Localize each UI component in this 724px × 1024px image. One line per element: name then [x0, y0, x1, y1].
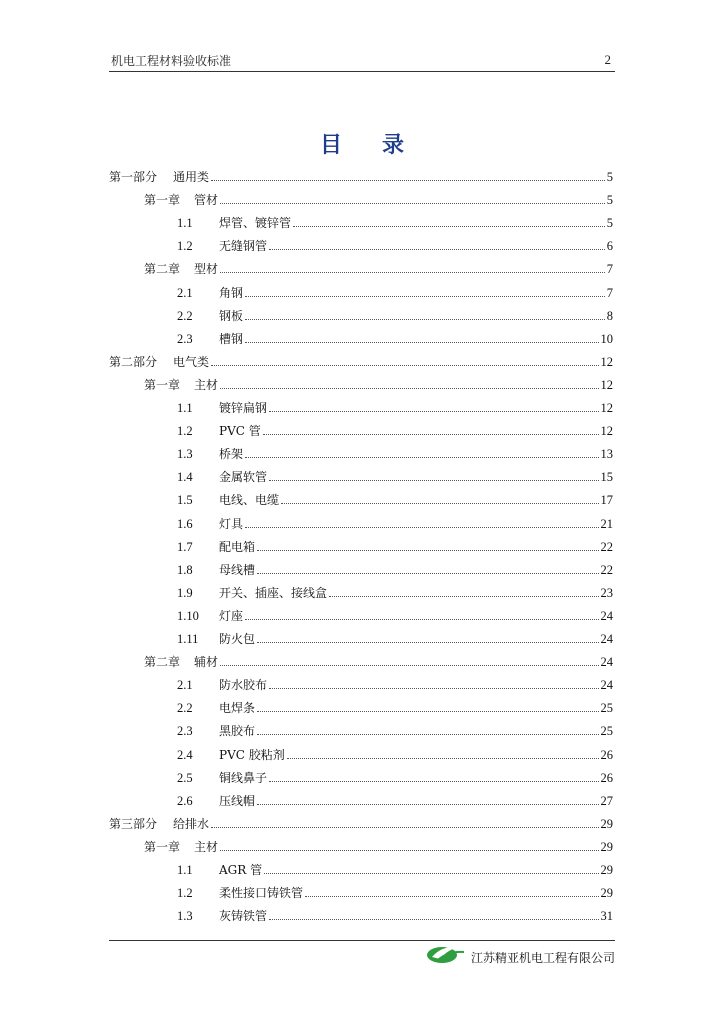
toc-entry-page: 5 — [606, 170, 613, 184]
toc-entry-number: 2.2 — [177, 308, 193, 323]
toc-entry[interactable] — [177, 861, 613, 877]
toc-entry[interactable] — [177, 884, 613, 900]
toc-entry-label: 管材 — [194, 193, 219, 208]
toc-entry-label: 灯具 — [219, 516, 244, 531]
toc-entry[interactable] — [177, 584, 613, 600]
toc-dot-leader — [211, 180, 605, 181]
toc-entry-page: 29 — [600, 816, 613, 831]
toc-entry-label: 电线、电缆 — [219, 493, 280, 508]
toc-entry[interactable] — [144, 838, 613, 854]
toc-entry-number: 1.3 — [177, 909, 193, 924]
toc-entry-number: 2.2 — [177, 701, 193, 716]
toc-dot-leader — [269, 781, 598, 782]
toc-entry[interactable] — [177, 491, 613, 507]
toc-entry-number: 1.1 — [177, 863, 193, 877]
toc-entry[interactable] — [177, 722, 613, 738]
toc-entry-page: 25 — [600, 701, 613, 716]
toc-dot-leader — [220, 203, 605, 204]
toc-entry-label: 型材 — [194, 262, 219, 277]
toc-entry[interactable] — [177, 561, 613, 577]
toc-entry-label: 桥架 — [219, 447, 244, 462]
toc-entry-page: 7 — [606, 285, 613, 300]
toc-entry-label: 黑胶布 — [219, 724, 256, 739]
toc-entry-number: 1.3 — [177, 447, 193, 462]
toc-entry-number: 2.6 — [177, 793, 193, 808]
toc-entry-number: 第一章 — [144, 839, 181, 854]
toc-entry-label: 主材 — [194, 377, 219, 392]
toc-entry-label: 灯座 — [219, 608, 244, 623]
toc-entry[interactable] — [177, 538, 613, 554]
toc-entry-page: 13 — [600, 447, 613, 462]
toc-dot-leader — [220, 388, 598, 389]
toc-entry-number: 1.5 — [177, 493, 193, 508]
toc-entry-number: 1.1 — [177, 401, 193, 415]
toc-entry-page: 24 — [600, 608, 613, 623]
footer-divider — [109, 940, 615, 941]
toc-entry-page: 29 — [600, 863, 613, 877]
toc-entry[interactable] — [177, 630, 613, 646]
toc-dot-leader — [293, 226, 605, 227]
toc-entry[interactable] — [109, 353, 613, 369]
toc-entry[interactable] — [144, 191, 613, 207]
toc-entry-label: 镀锌扁钢 — [219, 401, 268, 415]
toc-entry[interactable] — [177, 769, 613, 785]
toc-title-char-1: 目 — [319, 132, 342, 158]
toc-entry-label: 槽钢 — [219, 331, 244, 346]
toc-entry[interactable] — [144, 376, 613, 392]
toc-entry[interactable] — [109, 168, 613, 184]
toc-entry-label: PVC 胶粘剂 — [219, 747, 285, 762]
toc-entry-label: 给排水 — [173, 816, 210, 831]
toc-entry-page: 31 — [600, 909, 613, 924]
toc-entry-number: 2.4 — [177, 747, 193, 762]
toc-entry-label: AGR 管 — [219, 863, 263, 877]
toc-entry[interactable] — [177, 214, 613, 230]
toc-entry-label: 电气类 — [173, 354, 210, 369]
toc-entry-number: 2.3 — [177, 331, 193, 346]
toc-dot-leader — [211, 365, 598, 366]
toc-dot-leader — [269, 411, 598, 412]
toc-dot-leader — [281, 503, 598, 504]
toc-entry-label: 主材 — [194, 839, 219, 854]
toc-entry-number: 第二部分 — [109, 354, 158, 369]
toc-entry-page: 15 — [600, 470, 613, 485]
toc-entry[interactable] — [177, 399, 613, 415]
toc-dot-leader — [245, 527, 598, 528]
toc-entry-page: 21 — [600, 516, 613, 531]
toc-entry-label: 钢板 — [219, 308, 244, 323]
toc-dot-leader — [220, 272, 605, 273]
toc-entry-page: 5 — [606, 193, 613, 208]
toc-title-char-2: 录 — [382, 132, 405, 158]
toc-entry-number: 第二章 — [144, 655, 181, 670]
toc-entry-number: 1.9 — [177, 585, 193, 600]
toc-dot-leader — [220, 665, 598, 666]
toc-entry-label: 防水胶布 — [219, 678, 268, 693]
toc-dot-leader — [245, 457, 598, 458]
toc-entry-number: 第二章 — [144, 262, 181, 277]
toc-entry[interactable] — [177, 515, 613, 531]
toc-dot-leader — [257, 804, 598, 805]
toc-entry-page: 12 — [600, 377, 613, 392]
toc-entry-page: 26 — [600, 770, 613, 785]
toc-entry[interactable] — [177, 699, 613, 715]
page-footer — [420, 943, 615, 969]
toc-dot-leader — [269, 919, 598, 920]
toc-entry-page: 12 — [600, 424, 613, 439]
toc-dot-leader — [257, 642, 598, 643]
toc-entry-number: 2.1 — [177, 285, 193, 300]
document-title: 机电工程材料验收标准 — [111, 54, 232, 68]
company-logo-icon — [426, 943, 466, 965]
toc-entry-number: 1.10 — [177, 608, 199, 623]
toc-entry-label: 铜线鼻子 — [219, 770, 268, 785]
toc-entry-number: 1.2 — [177, 886, 193, 901]
toc-entry[interactable] — [109, 815, 613, 831]
toc-entry[interactable] — [177, 468, 613, 484]
toc-dot-leader — [263, 434, 599, 435]
toc-entry-page: 6 — [606, 239, 613, 254]
toc-entry-page: 22 — [600, 539, 613, 554]
toc-entry-label: 金属软管 — [219, 470, 268, 485]
toc-dot-leader — [245, 619, 598, 620]
toc-entry-number: 第三部分 — [109, 816, 158, 831]
toc-entry-page: 17 — [600, 493, 613, 508]
toc-entry-label: 防火包 — [219, 632, 256, 646]
toc-entry-page: 10 — [600, 331, 613, 346]
toc-entry-page: 12 — [600, 401, 613, 415]
toc-entry-label: PVC 管 — [219, 424, 261, 439]
toc-entry-label: 辅材 — [194, 655, 219, 670]
toc-entry[interactable] — [144, 653, 613, 669]
toc-entry-page: 24 — [600, 678, 613, 693]
toc-dot-leader — [269, 480, 598, 481]
toc-entry-page: 23 — [600, 585, 613, 600]
toc-entry[interactable] — [177, 792, 613, 808]
toc-entry-page: 8 — [606, 308, 613, 323]
toc-entry-page: 12 — [600, 354, 613, 369]
toc-entry-number: 2.3 — [177, 724, 193, 739]
toc-entry[interactable] — [177, 445, 613, 461]
toc-entry[interactable] — [177, 422, 613, 438]
toc-entry-label: 配电箱 — [219, 539, 256, 554]
toc-entry-label: 通用类 — [173, 170, 210, 184]
toc-entry-label: 压线帽 — [219, 793, 256, 808]
toc-dot-leader — [211, 827, 598, 828]
toc-entry[interactable] — [177, 607, 613, 623]
toc-dot-leader — [329, 596, 598, 597]
toc-entry-page: 24 — [600, 632, 613, 646]
toc-entry-number: 1.2 — [177, 424, 193, 439]
toc-entry-number: 1.1 — [177, 216, 193, 231]
company-name: 江苏精亚机电工程有限公司 — [470, 951, 615, 965]
toc-entry-page: 29 — [600, 839, 613, 854]
page-number: 2 — [604, 52, 611, 67]
toc-dot-leader — [257, 573, 598, 574]
toc-entry[interactable] — [177, 237, 613, 253]
toc-entry-number: 第一章 — [144, 193, 181, 208]
toc-entry-label: 开关、插座、接线盒 — [219, 585, 328, 600]
toc-entry-page: 5 — [606, 216, 613, 231]
toc-entry-page: 27 — [600, 793, 613, 808]
toc-dot-leader — [269, 688, 598, 689]
toc-dot-leader — [245, 296, 605, 297]
toc-entry[interactable] — [144, 260, 613, 276]
toc-entry-number: 1.2 — [177, 239, 193, 254]
toc-dot-leader — [257, 550, 598, 551]
toc-entry-number: 1.7 — [177, 539, 193, 554]
toc-entry-number: 第一章 — [144, 377, 181, 392]
toc-entry[interactable] — [177, 284, 613, 300]
toc-dot-leader — [245, 342, 598, 343]
toc-entry-number: 1.6 — [177, 516, 193, 531]
toc-entry[interactable] — [177, 307, 613, 323]
toc-dot-leader — [257, 711, 598, 712]
toc-entry-label: 灰铸铁管 — [219, 909, 268, 924]
toc-entry-page: 29 — [600, 886, 613, 901]
toc-entry-number: 1.11 — [177, 632, 199, 646]
toc-entry-label: 焊管、镀锌管 — [219, 216, 292, 231]
toc-entry-page: 25 — [600, 724, 613, 739]
toc-entry-number: 第一部分 — [109, 170, 158, 184]
toc-dot-leader — [305, 896, 598, 897]
toc-entry[interactable] — [177, 330, 613, 346]
toc-entry-number: 2.5 — [177, 770, 193, 785]
toc-entry-page: 7 — [606, 262, 613, 277]
toc-entry-label: 电焊条 — [219, 701, 256, 716]
toc-entry[interactable] — [177, 907, 613, 923]
toc-entry-number: 1.8 — [177, 562, 193, 577]
toc-entry-number: 2.1 — [177, 678, 193, 693]
toc-dot-leader — [287, 758, 599, 759]
toc-entry[interactable] — [177, 746, 613, 762]
toc-dot-leader — [269, 249, 605, 250]
toc-entry-label: 无缝钢管 — [219, 239, 268, 254]
toc-entry-label: 角钢 — [219, 285, 244, 300]
toc-entry-page: 24 — [600, 655, 613, 670]
toc-entry-page: 22 — [600, 562, 613, 577]
toc-dot-leader — [257, 734, 598, 735]
toc-entry-number: 1.4 — [177, 470, 193, 485]
toc-dot-leader — [245, 319, 605, 320]
toc-dot-leader — [264, 873, 598, 874]
toc-entry-label: 母线槽 — [219, 562, 256, 577]
toc-entry-label: 柔性接口铸铁管 — [219, 886, 304, 901]
toc-entry[interactable] — [177, 676, 613, 692]
toc-dot-leader — [220, 850, 598, 851]
toc-entry-page: 26 — [600, 747, 613, 762]
